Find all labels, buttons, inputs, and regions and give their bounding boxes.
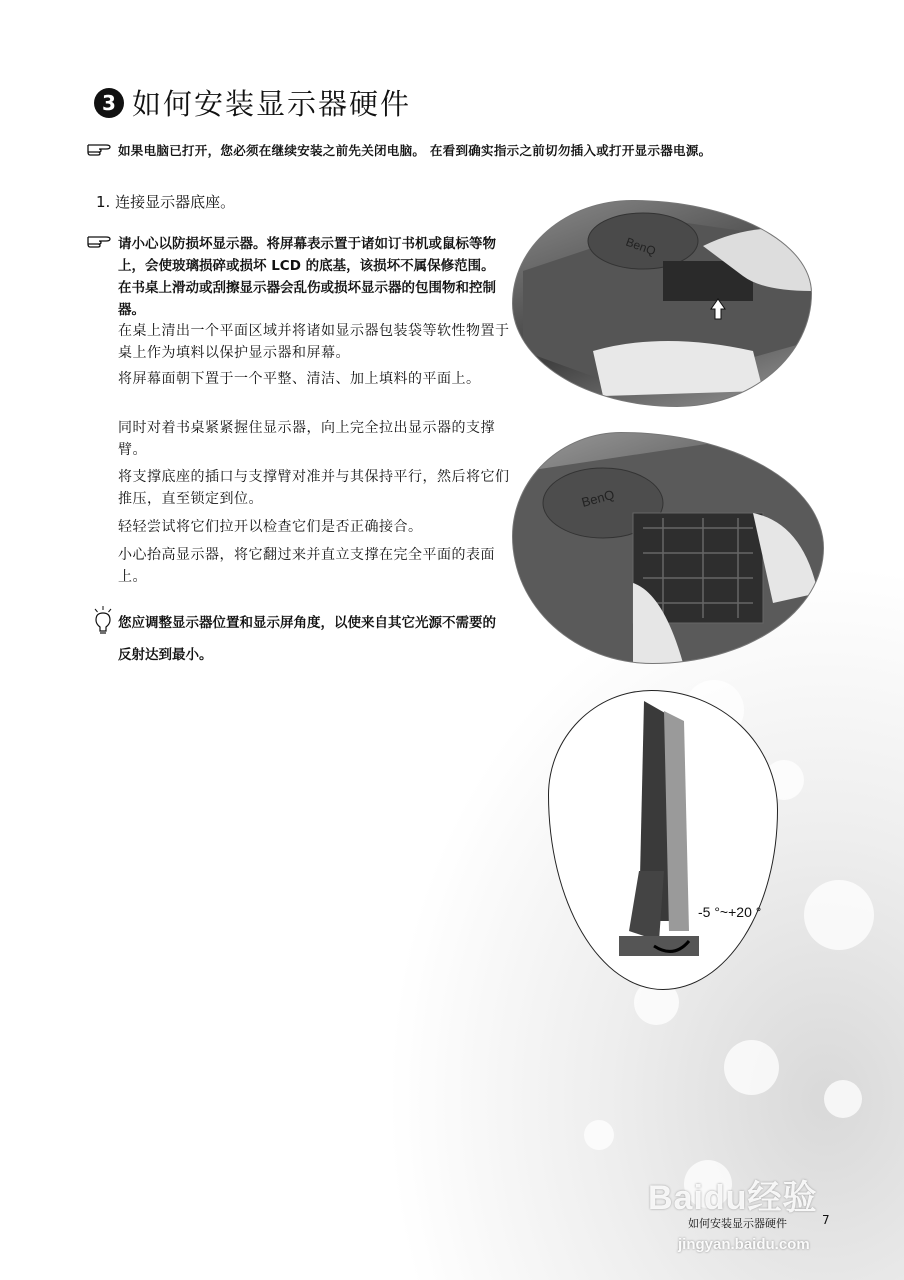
section-heading bbox=[94, 82, 411, 123]
step-text: 连接显示器底座。 bbox=[115, 193, 236, 211]
instruction-paragraph: 将支撑底座的插口与支撑臂对准并与其保持平行，然后将它们推压，直至锁定到位。 bbox=[118, 469, 510, 507]
step-number: 1. bbox=[96, 193, 111, 211]
tip-note: 您应调整显示器位置和显示屏角度，以使来自其它光源不需要的反射达到最小。 bbox=[118, 615, 496, 663]
brand-logo: BenQ bbox=[579, 486, 616, 510]
top-note: 如果电脑已打开，您必须在继续安装之前先关闭电脑。 在看到确实指示之前切勿插入或打开显示器电源。 bbox=[118, 143, 712, 158]
footer-title: 如何安装显示器硬件 bbox=[688, 1217, 787, 1230]
figure-attach-stand bbox=[512, 200, 812, 407]
tilt-angle-label: -5 °~+20 ° bbox=[698, 904, 762, 920]
instruction-paragraph: 轻轻尝试将它们拉开以检查它们是否正确接合。 bbox=[118, 519, 423, 535]
pointing-hand-icon bbox=[86, 232, 112, 248]
step-1 bbox=[96, 191, 235, 212]
instruction-paragraph: 小心抬高显示器，将它翻过来并直立支撑在完全平面的表面上。 bbox=[118, 547, 495, 585]
lightbulb-icon bbox=[92, 605, 114, 635]
watermark-url: jingyan.baidu.com bbox=[678, 1236, 810, 1253]
section-title: 如何安装显示器硬件 bbox=[132, 87, 412, 121]
page-number: 7 bbox=[822, 1213, 830, 1227]
watermark-logo: Baidu经验 bbox=[648, 1179, 818, 1217]
caution-note: 请小心以防损坏显示器。将屏幕表示置于诸如订书机或鼠标等物上，会使玻璃损碎或损坏 LCD 的底基，该损坏不属保修范围。在书桌上滑动或刮擦显示器会乱伤或损坏显示器的包围物和控制器。 bbox=[118, 236, 496, 318]
brand-logo: BenQ bbox=[623, 234, 658, 259]
section-number: 3 bbox=[94, 88, 124, 118]
pointing-hand-icon bbox=[86, 140, 112, 156]
instruction-paragraph: 在桌上清出一个平面区域并将诸如显示器包装袋等软性物置于桌上作为填料以保护显示器和屏幕。 bbox=[118, 323, 510, 361]
instruction-paragraph: 同时对着书桌紧紧握住显示器，向上完全拉出显示器的支撑臂。 bbox=[118, 420, 495, 458]
instruction-paragraph: 将屏幕面朝下置于一个平整、清洁、加上填料的平面上。 bbox=[118, 371, 481, 387]
